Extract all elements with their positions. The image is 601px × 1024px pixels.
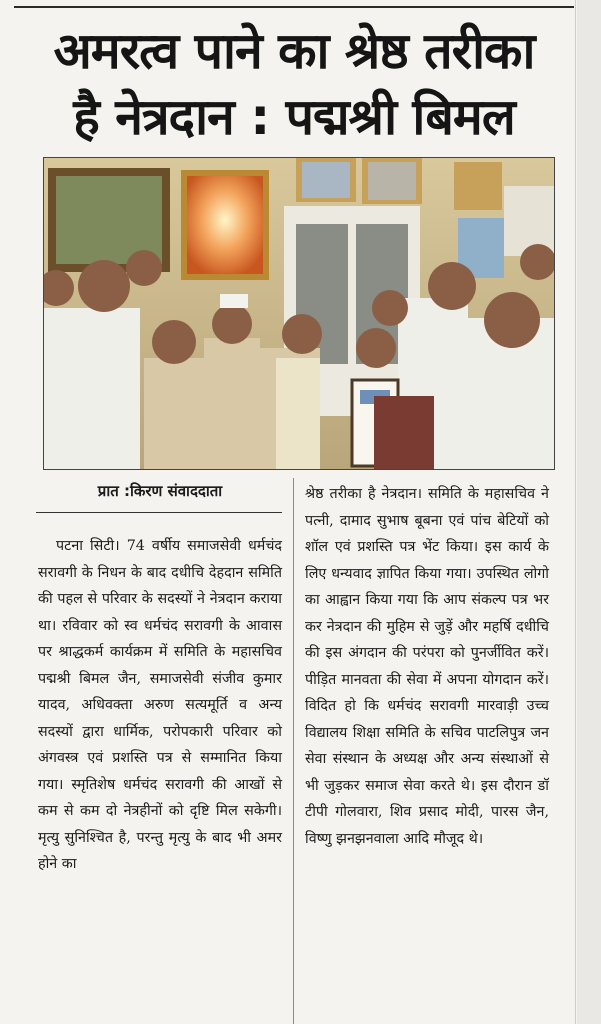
top-rule [14, 6, 574, 8]
news-photo [43, 157, 555, 470]
page-margin [577, 0, 601, 1024]
article-column-right [305, 481, 549, 852]
headline-line-2: है नेत्रदान : पद्मश्री बिमल [73, 88, 515, 146]
column-rule [293, 478, 294, 1024]
article-text-right: श्रेष्ठ तरीका है नेत्रदान। समिति के महासचिव ने पत्नी, दामाद सुभाष बूबना एवं पांच बेटियों को शॉल एवं प्रशस्ति पत्र भेंट किया। इस कार्य के लिए धन्यवाद ज्ञापित किया गया। उपस्थित लोगो का आह्वान किया गया कि आप संकल्प पत्र भर कर नेत्रदान की मुहिम से जुड़ें और महर्षि दधीचि की इस अंगदान की परंपरा को पुनर्जीवित करें। पीड़ित मानवता की सेवा में अपना योगदान करें। विदित हो कि धर्मचंद सरावगी मारवाड़ी उच्च विद्यालय शिक्षा समिति के सचिव पाटलिपुत्र जन सेवा संस्थान के अध्यक्ष और अन्य संस्थाओं से भी जुड़कर समाज सेवा करते थे। इस दौरान डॉ टीपी गोलवारा, शिव प्रसाद मोदी, पारस जैन, विष्णु झनझनवाला आदि मौजूद थे। [305, 486, 549, 847]
byline: प्रात :किरण संवाददाता [97, 482, 223, 500]
column-edge-rule [575, 0, 576, 1024]
headline-line-1: अमरत्व पाने का श्रेष्ठ तरीका [53, 22, 535, 80]
article-column-left [38, 533, 282, 878]
article-text-left: पटना सिटी। 74 वर्षीय समाजसेवी धर्मचंद सरावगी के निधन के बाद दधीचि देहदान समिति की पहल से परिवार के सदस्यों ने नेत्रदान कराया था। रविवार को स्व धर्मचंद सरावगी के आवास पर श्राद्धकर्म कार्यक्रम में समिति के महासचिव पद्मश्री बिमल जैन, समाजसेवी संजीव कुमार यादव, अधिवक्ता अरुण सत्यमूर्ति व अन्य सदस्यों द्वारा धार्मिक, परोपकारी परिवार को अंगवस्त्र एवं प्रशस्ति पत्र से सम्मानित किया गया। स्मृतिशेष धर्मचंद सरावगी की आखों से कम से कम दो नेत्रहीनों को दृष्टि मिल सकेगी। मृत्यु सुनिश्चित है, परन्तु मृत्यु के बाद भी अमर होने का [38, 538, 282, 872]
byline-rule [36, 512, 282, 513]
group-photo-icon [44, 158, 554, 469]
